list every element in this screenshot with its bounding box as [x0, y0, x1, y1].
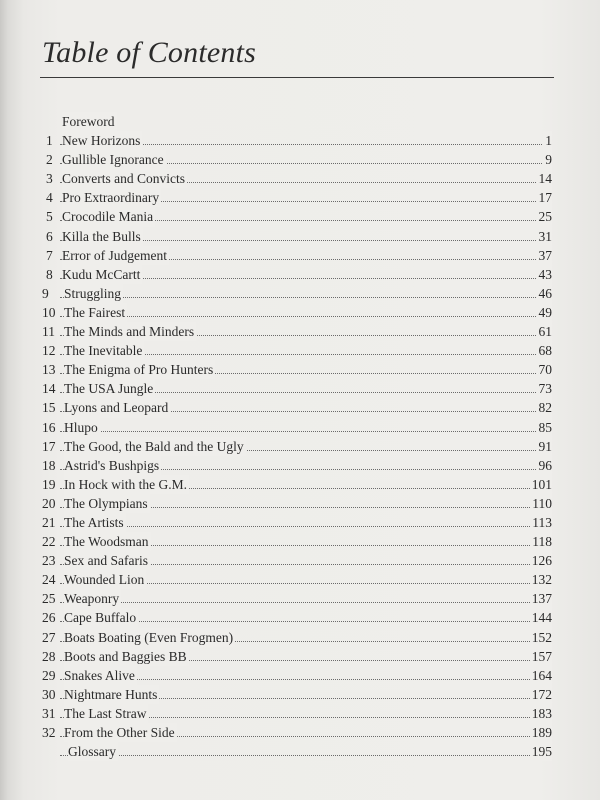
toc-entry-page: 31: [537, 227, 553, 246]
toc-entry-page: 157: [530, 647, 552, 666]
title-rule: [40, 77, 554, 78]
toc-entry-title: Struggling: [64, 284, 123, 303]
toc-entry-page: 70: [537, 360, 553, 379]
toc-entry-page: 25: [537, 207, 553, 226]
dot-leader: [60, 755, 544, 756]
toc-entry-page: 82: [537, 398, 553, 417]
toc-entry-title: Killa the Bulls: [62, 227, 143, 246]
toc-entry-page: 164: [530, 666, 552, 685]
toc-entry-title: Astrid's Bushpigs: [64, 456, 161, 475]
toc-entry-number: 29: [42, 667, 56, 683]
toc-entry-title: The USA Jungle: [64, 379, 155, 398]
dot-leader: [60, 316, 544, 317]
toc-entry-title: Lyons and Leopard: [64, 398, 170, 417]
toc-entry-title: Wounded Lion: [64, 570, 146, 589]
toc-entry: [0, 494, 600, 513]
toc-entry-page: 14: [537, 169, 553, 188]
toc-entry: [0, 666, 600, 685]
toc-entry: [0, 532, 600, 551]
toc-entry: [0, 398, 600, 417]
toc-entry-page: 46: [537, 284, 553, 303]
toc-entry-title: Cape Buffalo: [64, 608, 138, 627]
toc-entry-number: 13: [42, 362, 56, 378]
toc-entry-number: 20: [42, 495, 56, 511]
toc-entry-title: The Woodsman: [64, 532, 151, 551]
toc-entry-title: The Good, the Bald and the Ugly: [64, 437, 246, 456]
toc-entry-page: 183: [530, 704, 552, 723]
page-title: Table of Contents: [42, 36, 256, 69]
toc-entry: [0, 513, 600, 532]
toc-entry: [0, 227, 600, 246]
toc-entry-number: 23: [42, 553, 56, 569]
toc-entry-number: 24: [42, 572, 56, 588]
toc-entry: [0, 150, 600, 169]
toc-entry-number: 8: [46, 266, 53, 282]
toc-entry: [0, 589, 600, 608]
toc-entry-title: Kudu McCartt: [62, 265, 142, 284]
toc-entry-title: Weaponry: [64, 589, 121, 608]
toc-entry-number: 19: [42, 476, 56, 492]
toc-entry-title: The Artists: [64, 513, 126, 532]
toc-entry-title: Converts and Convicts: [62, 169, 187, 188]
toc-entry: [0, 628, 600, 647]
toc-entry-title: Boots and Baggies BB: [64, 647, 189, 666]
toc-entry-title: The Last Straw: [64, 704, 148, 723]
toc-entry: [0, 303, 600, 322]
toc-entry: [0, 647, 600, 666]
toc-entry-page: 113: [530, 513, 552, 532]
toc-entry-title: The Enigma of Pro Hunters: [64, 360, 215, 379]
toc-entry: [0, 570, 600, 589]
toc-entry-title: In Hock with the G.M.: [64, 475, 189, 494]
toc-entry: [0, 322, 600, 341]
toc-entry-number: 28: [42, 648, 56, 664]
toc-entry: [0, 704, 600, 723]
toc-entry-page: 85: [537, 418, 553, 437]
toc-entry: [0, 418, 600, 437]
toc-entry: [0, 246, 600, 265]
toc-entry: [0, 265, 600, 284]
toc-entry-number: 22: [42, 534, 56, 550]
toc-entry-number: 7: [46, 247, 53, 263]
toc-entry-title: Crocodile Mania: [62, 207, 155, 226]
toc-entry-number: 9: [42, 285, 49, 301]
toc-entry-title: The Minds and Minders: [64, 322, 196, 341]
toc-entry-page: 132: [530, 570, 552, 589]
toc-entry-page: 189: [530, 723, 552, 742]
toc-entry-number: 21: [42, 514, 56, 530]
dot-leader: [60, 431, 544, 432]
toc-entry-page: 49: [537, 303, 553, 322]
toc-entry-title: Hlupo: [64, 418, 100, 437]
toc-entry-title: Pro Extraordinary: [62, 188, 161, 207]
toc-entry-number: 1: [46, 133, 53, 149]
toc-entry-number: 25: [42, 591, 56, 607]
toc-entry-title: From the Other Side: [64, 723, 177, 742]
toc-entry-title: Foreword: [62, 112, 117, 131]
toc-entry-number: 5: [46, 209, 53, 225]
toc-entry: [0, 456, 600, 475]
toc-entry-number: 11: [42, 324, 55, 340]
toc-entry-number: 2: [46, 152, 53, 168]
toc-entry-page: 172: [530, 685, 552, 704]
toc-entry-page: 1: [543, 131, 552, 150]
toc-entry-number: 4: [46, 190, 53, 206]
toc-entry-page: 110: [530, 494, 552, 513]
toc-entry: [0, 169, 600, 188]
toc-entry-number: 26: [42, 610, 56, 626]
toc-entry: [0, 551, 600, 570]
toc-entry-title: Error of Judgement: [62, 246, 169, 265]
toc-entry-title: The Inevitable: [64, 341, 144, 360]
dot-leader: [60, 602, 544, 603]
toc-list: [0, 112, 600, 761]
toc-entry-title: The Fairest: [64, 303, 127, 322]
toc-entry: [0, 379, 600, 398]
toc-entry: [0, 284, 600, 303]
dot-leader: [60, 297, 544, 298]
toc-entry: [0, 131, 600, 150]
toc-entry-number: 16: [42, 419, 56, 435]
toc-entry-number: 30: [42, 686, 56, 702]
toc-entry: [0, 360, 600, 379]
toc-entry-title: Boats Boating (Even Frogmen): [64, 628, 235, 647]
toc-entry-page: 96: [537, 456, 553, 475]
toc-entry-number: 15: [42, 400, 56, 416]
toc-entry-page: 144: [530, 608, 552, 627]
dot-leader: [60, 526, 544, 527]
toc-entry-title: New Horizons: [62, 131, 142, 150]
toc-entry-page: 137: [530, 589, 552, 608]
toc-entry-title: Sex and Safaris: [64, 551, 150, 570]
toc-entry-number: 17: [42, 438, 56, 454]
toc-entry-number: 18: [42, 457, 56, 473]
toc-entry-page: 101: [530, 475, 552, 494]
toc-entry-page: 73: [537, 379, 553, 398]
toc-entry-title: Snakes Alive: [64, 666, 137, 685]
toc-entry: [0, 723, 600, 742]
toc-entry: [0, 341, 600, 360]
toc-entry: [0, 188, 600, 207]
toc-entry-title: The Olympians: [64, 494, 150, 513]
toc-entry-page: 91: [537, 437, 553, 456]
toc-entry-page: 17: [537, 188, 553, 207]
toc-entry-page: 61: [537, 322, 553, 341]
toc-entry-page: 9: [543, 150, 552, 169]
toc-entry: [0, 608, 600, 627]
toc-entry-number: 10: [42, 304, 56, 320]
toc-entry-title: Glossary: [68, 742, 118, 761]
toc-entry-page: 43: [537, 265, 553, 284]
toc-entry: [0, 475, 600, 494]
toc-entry: [0, 742, 600, 761]
toc-entry-page: 152: [530, 628, 552, 647]
toc-entry-page: 118: [530, 532, 552, 551]
toc-entry-page: 195: [530, 742, 552, 761]
toc-entry: [0, 112, 600, 131]
toc-entry-number: 27: [42, 629, 56, 645]
toc-entry-number: 12: [42, 343, 56, 359]
toc-entry-number: 14: [42, 381, 56, 397]
toc-entry-page: 37: [537, 246, 553, 265]
toc-entry-page: 126: [530, 551, 552, 570]
toc-entry-title: Gullible Ignorance: [62, 150, 166, 169]
toc-entry-title: Nightmare Hunts: [64, 685, 159, 704]
toc-entry: [0, 437, 600, 456]
toc-entry: [0, 685, 600, 704]
toc-entry-page: 68: [537, 341, 553, 360]
toc-entry-number: 31: [42, 705, 56, 721]
toc-entry-number: 32: [42, 725, 56, 740]
toc-entry-number: 6: [46, 228, 53, 244]
toc-entry-number: 3: [46, 171, 53, 187]
toc-entry: [0, 207, 600, 226]
